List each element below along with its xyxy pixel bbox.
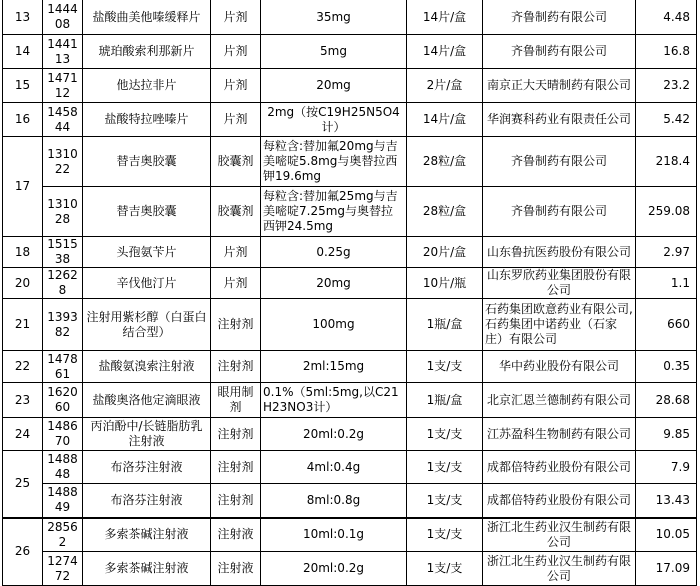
row-number: 13 — [3, 0, 43, 35]
row-number: 16 — [3, 103, 43, 137]
company: 山东鲁抗医药股份有限公司 — [483, 237, 636, 268]
table-row — [3, 35, 697, 69]
package: 28粒/盒 — [407, 187, 483, 237]
package: 1支/支 — [407, 418, 483, 451]
price: 10.05 — [636, 518, 697, 552]
drug-name: 头孢氨苄片 — [83, 237, 211, 268]
row-number: 17 — [3, 137, 43, 237]
drug-name: 注射用紫杉醇（白蛋白结合型） — [83, 299, 211, 351]
drug-name: 替吉奥胶囊 — [83, 187, 211, 237]
specification: 100mg — [261, 299, 407, 351]
drug-code: 147861 — [43, 351, 83, 383]
company: 南京正大天晴制药有限公司 — [483, 69, 636, 103]
dosage-form: 片剂 — [211, 237, 261, 268]
table-row — [3, 268, 697, 299]
package: 20片/盒 — [407, 237, 483, 268]
table-row — [3, 237, 697, 268]
row-number: 24 — [3, 418, 43, 451]
table-row — [3, 0, 697, 35]
drug-code: 28562 — [43, 518, 83, 552]
specification: 8ml:0.8g — [261, 484, 407, 518]
drug-code: 148670 — [43, 418, 83, 451]
package: 1支/支 — [407, 484, 483, 518]
dosage-form: 注射液 — [211, 518, 261, 552]
table-row — [3, 137, 697, 187]
company: 山东罗欣药业集团股份有限公司 — [483, 268, 636, 299]
dosage-form: 注射液 — [211, 552, 261, 586]
price: 13.43 — [636, 484, 697, 518]
drug-name: 他达拉非片 — [83, 69, 211, 103]
row-number: 25 — [3, 451, 43, 518]
drug-name: 替吉奥胶囊 — [83, 137, 211, 187]
drug-name: 多索茶碱注射液 — [83, 518, 211, 552]
specification: 20mg — [261, 69, 407, 103]
drug-code: 162060 — [43, 383, 83, 418]
row-number: 20 — [3, 268, 43, 299]
drug-name: 琥珀酸索利那新片 — [83, 35, 211, 69]
dosage-form: 片剂 — [211, 0, 261, 35]
drug-name: 盐酸特拉唑嗪片 — [83, 103, 211, 137]
specification: 0.1%（5ml:5mg,以C21H23NO3计） — [261, 383, 407, 418]
company: 齐鲁制药有限公司 — [483, 187, 636, 237]
company: 华润赛科药业有限责任公司 — [483, 103, 636, 137]
drug-name: 布洛芬注射液 — [83, 484, 211, 518]
price: 259.08 — [636, 187, 697, 237]
price: 23.2 — [636, 69, 697, 103]
price: 4.48 — [636, 0, 697, 35]
specification: 每粒含:替加氟20mg与吉美嘧啶5.8mg与奥替拉西钾19.6mg — [261, 137, 407, 187]
row-number: 21 — [3, 299, 43, 351]
table-row — [3, 383, 697, 418]
table-row — [3, 69, 697, 103]
package: 1瓶/盒 — [407, 299, 483, 351]
package: 1支/支 — [407, 451, 483, 484]
drug-name: 盐酸曲美他嗪缓释片 — [83, 0, 211, 35]
table-row — [3, 299, 697, 351]
dosage-form: 片剂 — [211, 69, 261, 103]
price: 660 — [636, 299, 697, 351]
table-row — [3, 518, 697, 552]
drug-name: 丙泊酚中/长链脂肪乳注射液 — [83, 418, 211, 451]
price: 218.4 — [636, 137, 697, 187]
specification: 20ml:0.2g — [261, 418, 407, 451]
dosage-form: 注射剂 — [211, 351, 261, 383]
row-number: 22 — [3, 351, 43, 383]
drug-code: 131028 — [43, 187, 83, 237]
drug-code: 131022 — [43, 137, 83, 187]
dosage-form: 片剂 — [211, 268, 261, 299]
package: 1支/支 — [407, 518, 483, 552]
company: 华中药业股份有限公司 — [483, 351, 636, 383]
row-number: 14 — [3, 35, 43, 69]
row-number: 23 — [3, 383, 43, 418]
drug-code: 148848 — [43, 451, 83, 484]
package: 14片/盒 — [407, 0, 483, 35]
specification: 20ml:0.2g — [261, 552, 407, 586]
price: 1.1 — [636, 268, 697, 299]
table-row — [3, 351, 697, 383]
company: 成都倍特药业股份有限公司 — [483, 451, 636, 484]
specification: 35mg — [261, 0, 407, 35]
table-row — [3, 103, 697, 137]
table-row — [3, 418, 697, 451]
specification: 2mg（按C19H25N5O4计） — [261, 103, 407, 137]
company: 齐鲁制药有限公司 — [483, 0, 636, 35]
table-row — [3, 187, 697, 237]
price: 5.42 — [636, 103, 697, 137]
drug-name: 盐酸奥洛他定滴眼液 — [83, 383, 211, 418]
package: 1支/支 — [407, 552, 483, 586]
package: 14片/盒 — [407, 35, 483, 69]
package: 10片/瓶 — [407, 268, 483, 299]
table-row — [3, 552, 697, 586]
row-number: 26 — [3, 518, 43, 586]
drug-code: 127472 — [43, 552, 83, 586]
drug-code: 139382 — [43, 299, 83, 351]
dosage-form: 胶囊剂 — [211, 187, 261, 237]
package: 28粒/盒 — [407, 137, 483, 187]
package: 1瓶/盒 — [407, 383, 483, 418]
drug-code: 151538 — [43, 237, 83, 268]
drug-name: 布洛芬注射液 — [83, 451, 211, 484]
price: 0.35 — [636, 351, 697, 383]
specification: 4ml:0.4g — [261, 451, 407, 484]
package: 14片/盒 — [407, 103, 483, 137]
drug-name: 辛伐他汀片 — [83, 268, 211, 299]
dosage-form: 注射剂 — [211, 299, 261, 351]
drug-code: 145844 — [43, 103, 83, 137]
table-row — [3, 484, 697, 518]
dosage-form: 注射剂 — [211, 418, 261, 451]
package: 1支/支 — [407, 351, 483, 383]
package: 2片/盒 — [407, 69, 483, 103]
dosage-form: 片剂 — [211, 35, 261, 69]
price: 17.09 — [636, 552, 697, 586]
drug-code: 144408 — [43, 0, 83, 35]
price: 9.85 — [636, 418, 697, 451]
dosage-form: 眼用制剂 — [211, 383, 261, 418]
specification: 10ml:0.1g — [261, 518, 407, 552]
company: 石药集团欧意药业有限公司,石药集团中诺药业（石家庄）有限公司 — [483, 299, 636, 351]
dosage-form: 胶囊剂 — [211, 137, 261, 187]
company: 北京汇恩兰德制药有限公司 — [483, 383, 636, 418]
price: 28.68 — [636, 383, 697, 418]
specification: 2ml:15mg — [261, 351, 407, 383]
row-number: 18 — [3, 237, 43, 268]
price: 7.9 — [636, 451, 697, 484]
company: 齐鲁制药有限公司 — [483, 35, 636, 69]
company: 江苏盈科生物制药有限公司 — [483, 418, 636, 451]
specification: 5mg — [261, 35, 407, 69]
drug-code: 147112 — [43, 69, 83, 103]
row-number: 15 — [3, 69, 43, 103]
specification: 0.25g — [261, 237, 407, 268]
drug-code: 148849 — [43, 484, 83, 518]
drug-price-table — [2, 0, 697, 586]
specification: 每粒含:替加氟25mg与吉美嘧啶7.25mg与奥替拉西钾24.5mg — [261, 187, 407, 237]
drug-name: 多索茶碱注射液 — [83, 552, 211, 586]
dosage-form: 注射剂 — [211, 451, 261, 484]
drug-code: 12628 — [43, 268, 83, 299]
price: 16.8 — [636, 35, 697, 69]
drug-name: 盐酸氨溴索注射液 — [83, 351, 211, 383]
dosage-form: 注射剂 — [211, 484, 261, 518]
dosage-form: 片剂 — [211, 103, 261, 137]
specification: 20mg — [261, 268, 407, 299]
company: 浙江北生药业汉生制药有限公司 — [483, 518, 636, 552]
company: 浙江北生药业汉生制药有限公司 — [483, 552, 636, 586]
price: 2.97 — [636, 237, 697, 268]
table-row — [3, 451, 697, 484]
company: 齐鲁制药有限公司 — [483, 137, 636, 187]
company: 成都倍特药业股份有限公司 — [483, 484, 636, 518]
drug-code: 144113 — [43, 35, 83, 69]
